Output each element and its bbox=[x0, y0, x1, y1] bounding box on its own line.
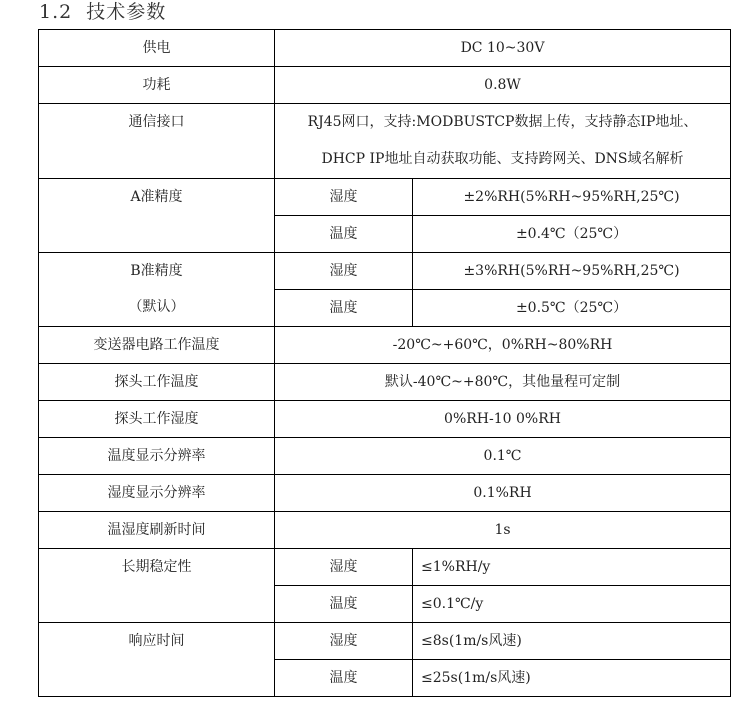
consumption-value: 0.8W bbox=[275, 67, 731, 104]
probe-temp-value: 默认-40℃~+80℃，其他量程可定制 bbox=[275, 364, 731, 401]
accuracy-a-humidity-value: ±2%RH(5%RH~95%RH,25℃) bbox=[413, 179, 731, 216]
stability-humidity-value: ≤1%RH/y bbox=[413, 549, 731, 586]
stability-label: 长期稳定性 bbox=[39, 549, 275, 623]
circuit-temp-label: 变送器电路工作温度 bbox=[39, 327, 275, 364]
section-number: 1.2 bbox=[39, 1, 73, 23]
probe-temp-label: 探头工作温度 bbox=[39, 364, 275, 401]
probe-humidity-label: 探头工作湿度 bbox=[39, 401, 275, 438]
table-row bbox=[39, 623, 731, 660]
stability-humidity-label: 湿度 bbox=[275, 549, 413, 586]
table-row bbox=[39, 438, 731, 475]
table-row bbox=[39, 30, 731, 67]
interface-label: 通信接口 bbox=[39, 104, 275, 179]
power-label: 供电 bbox=[39, 30, 275, 67]
accuracy-b-humidity-value: ±3%RH(5%RH~95%RH,25℃) bbox=[413, 253, 731, 290]
table-row bbox=[39, 401, 731, 438]
refresh-time-label: 温湿度刷新时间 bbox=[39, 512, 275, 549]
response-temp-label: 温度 bbox=[275, 660, 413, 697]
response-temp-value: ≤25s(1m/s风速) bbox=[413, 660, 731, 697]
table-row bbox=[39, 104, 731, 179]
accuracy-a-temp-label: 温度 bbox=[275, 216, 413, 253]
temp-resolution-label: 温度显示分辨率 bbox=[39, 438, 275, 475]
probe-humidity-value: 0%RH-10 0%RH bbox=[275, 401, 731, 438]
accuracy-a-humidity-label: 湿度 bbox=[275, 179, 413, 216]
humidity-resolution-value: 0.1%RH bbox=[275, 475, 731, 512]
response-humidity-value: ≤8s(1m/s风速) bbox=[413, 623, 731, 660]
table-row bbox=[39, 549, 731, 586]
refresh-time-value: 1s bbox=[275, 512, 731, 549]
accuracy-b-label-line1: B准精度 bbox=[130, 263, 183, 279]
interface-value bbox=[275, 104, 731, 179]
stability-temp-label: 温度 bbox=[275, 586, 413, 623]
accuracy-b-label bbox=[39, 253, 275, 327]
accuracy-b-temp-value: ±0.5℃（25℃） bbox=[413, 290, 731, 327]
interface-value-line1: RJ45网口，支持:MODBUSTCP数据上传，支持静态IP地址、 bbox=[307, 114, 698, 130]
humidity-resolution-label: 湿度显示分辨率 bbox=[39, 475, 275, 512]
interface-value-line2: DHCP IP地址自动获取功能、支持跨网关、DNS域名解析 bbox=[321, 151, 684, 167]
accuracy-a-temp-value: ±0.4℃（25℃） bbox=[413, 216, 731, 253]
table-row bbox=[39, 475, 731, 512]
power-value: DC 10~30V bbox=[275, 30, 731, 67]
temp-resolution-value: 0.1℃ bbox=[275, 438, 731, 475]
spec-table bbox=[38, 29, 731, 697]
accuracy-a-label: A准精度 bbox=[39, 179, 275, 253]
stability-temp-value: ≤0.1℃/y bbox=[413, 586, 731, 623]
accuracy-b-label-line2: （默认） bbox=[128, 299, 185, 315]
table-row bbox=[39, 364, 731, 401]
response-label: 响应时间 bbox=[39, 623, 275, 697]
response-humidity-label: 湿度 bbox=[275, 623, 413, 660]
table-row bbox=[39, 67, 731, 104]
circuit-temp-value: -20℃~+60℃，0%RH~80%RH bbox=[275, 327, 731, 364]
table-row bbox=[39, 253, 731, 290]
section-heading bbox=[39, 0, 166, 26]
table-row bbox=[39, 512, 731, 549]
table-row bbox=[39, 327, 731, 364]
accuracy-b-temp-label: 温度 bbox=[275, 290, 413, 327]
table-row bbox=[39, 179, 731, 216]
section-title: 技术参数 bbox=[86, 1, 167, 23]
consumption-label: 功耗 bbox=[39, 67, 275, 104]
accuracy-b-humidity-label: 湿度 bbox=[275, 253, 413, 290]
